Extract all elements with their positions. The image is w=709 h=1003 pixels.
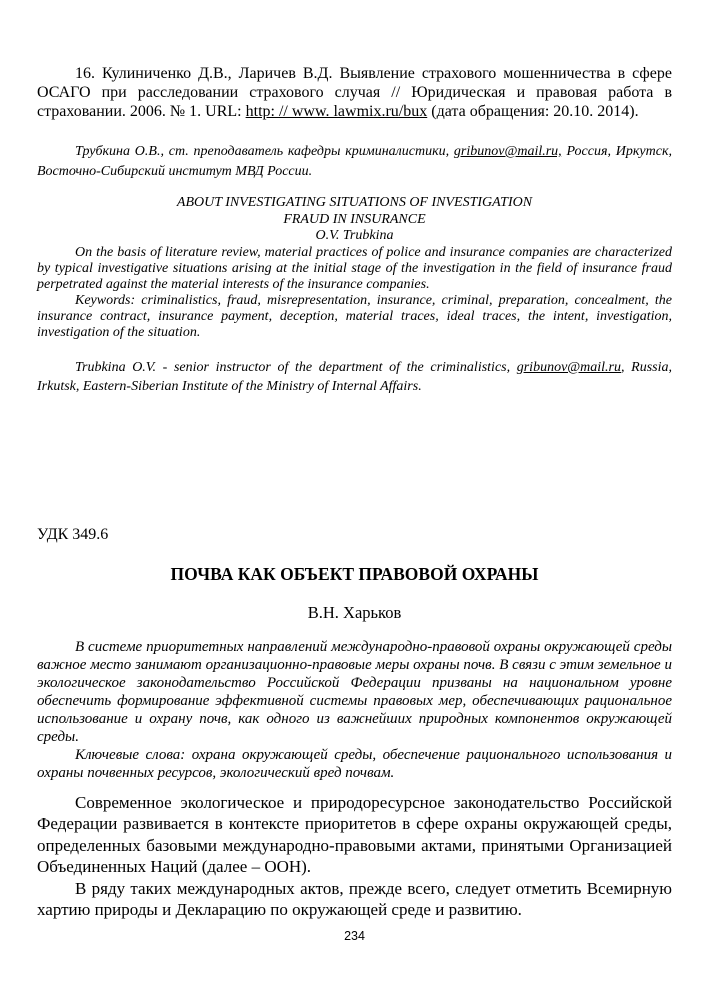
author-note-ru (37, 142, 672, 181)
body-paragraph-1: Современное экологическое и природоресурсное законодательство Российской Федерации развивается в контексте приоритетов в сфере охраны окружающей среды, определенных базовыми международно-правовыми актами, принятыми Организацией Объединенных Наций (далее – ООН). (37, 792, 672, 876)
author-email-link-en[interactable]: gribunov@mail.ru (516, 359, 622, 375)
russian-keywords: Ключевые слова: охрана окружающей среды, обеспечение рационального использования и охраны почвенных ресурсов, экологический вред почвам. (37, 746, 672, 781)
body-paragraph-2: В ряду таких международных актов, прежде всего, следует отметить Всемирную хартию природы и Декларацию по окружающей среде и развитию. (37, 878, 672, 919)
english-title-line1: ABOUT INVESTIGATING SITUATIONS OF INVESTIGATION (176, 195, 533, 210)
russian-abstract: В системе приоритетных направлений международно-правовой охраны окружающей среды важное место занимают организационно-правовые меры охраны почв. В связи с этим земельное и экологическое законодательство Российской Федерации призваны на национальном уровне обеспечить формирование эффективной системы правовых мер, обеспечивающих рациональное использование и охрану почв, как одного из важнейших природных компонентов окружающей среды. (37, 638, 672, 745)
article-title: ПОЧВА КАК ОБЪЕКТ ПРАВОВОЙ ОХРАНЫ (170, 563, 539, 584)
reference-url-link[interactable]: http: // www. lawmix.ru/bux (245, 103, 428, 120)
author-note-en-affiliation: , Russia, Irkutsk, Eastern-Siberian Institute of the Ministry of Internal Affairs. (37, 359, 672, 394)
english-title-line2: FRAUD IN INSURANCE (283, 211, 426, 227)
page-content (37, 0, 672, 921)
author-email-link-ru[interactable]: gribunov@mail.ru, (453, 144, 562, 159)
english-title-block (37, 195, 672, 245)
reference-access-date: (дата обращения: 20.10. 2014). (427, 103, 639, 120)
article-author: В.Н. Харьков (307, 602, 402, 622)
english-keywords: Keywords: criminalistics, fraud, misrepresentation, insurance, criminal, preparation, concealment, the insurance contract, insurance payment, deception, material traces, ideal traces, the intent, investigation, investigation of the situation. (37, 292, 672, 340)
author-note-en (37, 358, 672, 397)
english-author: O.V. Trubkina (315, 228, 394, 243)
reference-citation-text: 16. Кулиниченко Д.В., Ларичев В.Д. Выявление страхового мошенничества в сфере ОСАГО при расследовании страхового случая // Юридическая и правовая работа в страховании. 2006. № 1. URL: (37, 65, 672, 120)
author-note-ru-affiliation: Россия, Иркутск, Восточно-Сибирский институт МВД России. (37, 144, 672, 179)
reference-entry (37, 64, 672, 121)
english-abstract: On the basis of literature review, material practices of police and insurance companies are characterized by typical investigative situations arising at the initial stage of the investigation in the field of insurance fraud perpetrated against the material interests of the insurance companies. (37, 244, 672, 292)
author-note-ru-text: Трубкина О.В., ст. преподаватель кафедры криминалистики, (75, 144, 454, 159)
author-note-en-text: Trubkina O.V. - senior instructor of the department of the criminalistics, (75, 359, 517, 375)
page-number: 234 (344, 929, 365, 943)
udc-code: УДК 349.6 (37, 525, 109, 543)
